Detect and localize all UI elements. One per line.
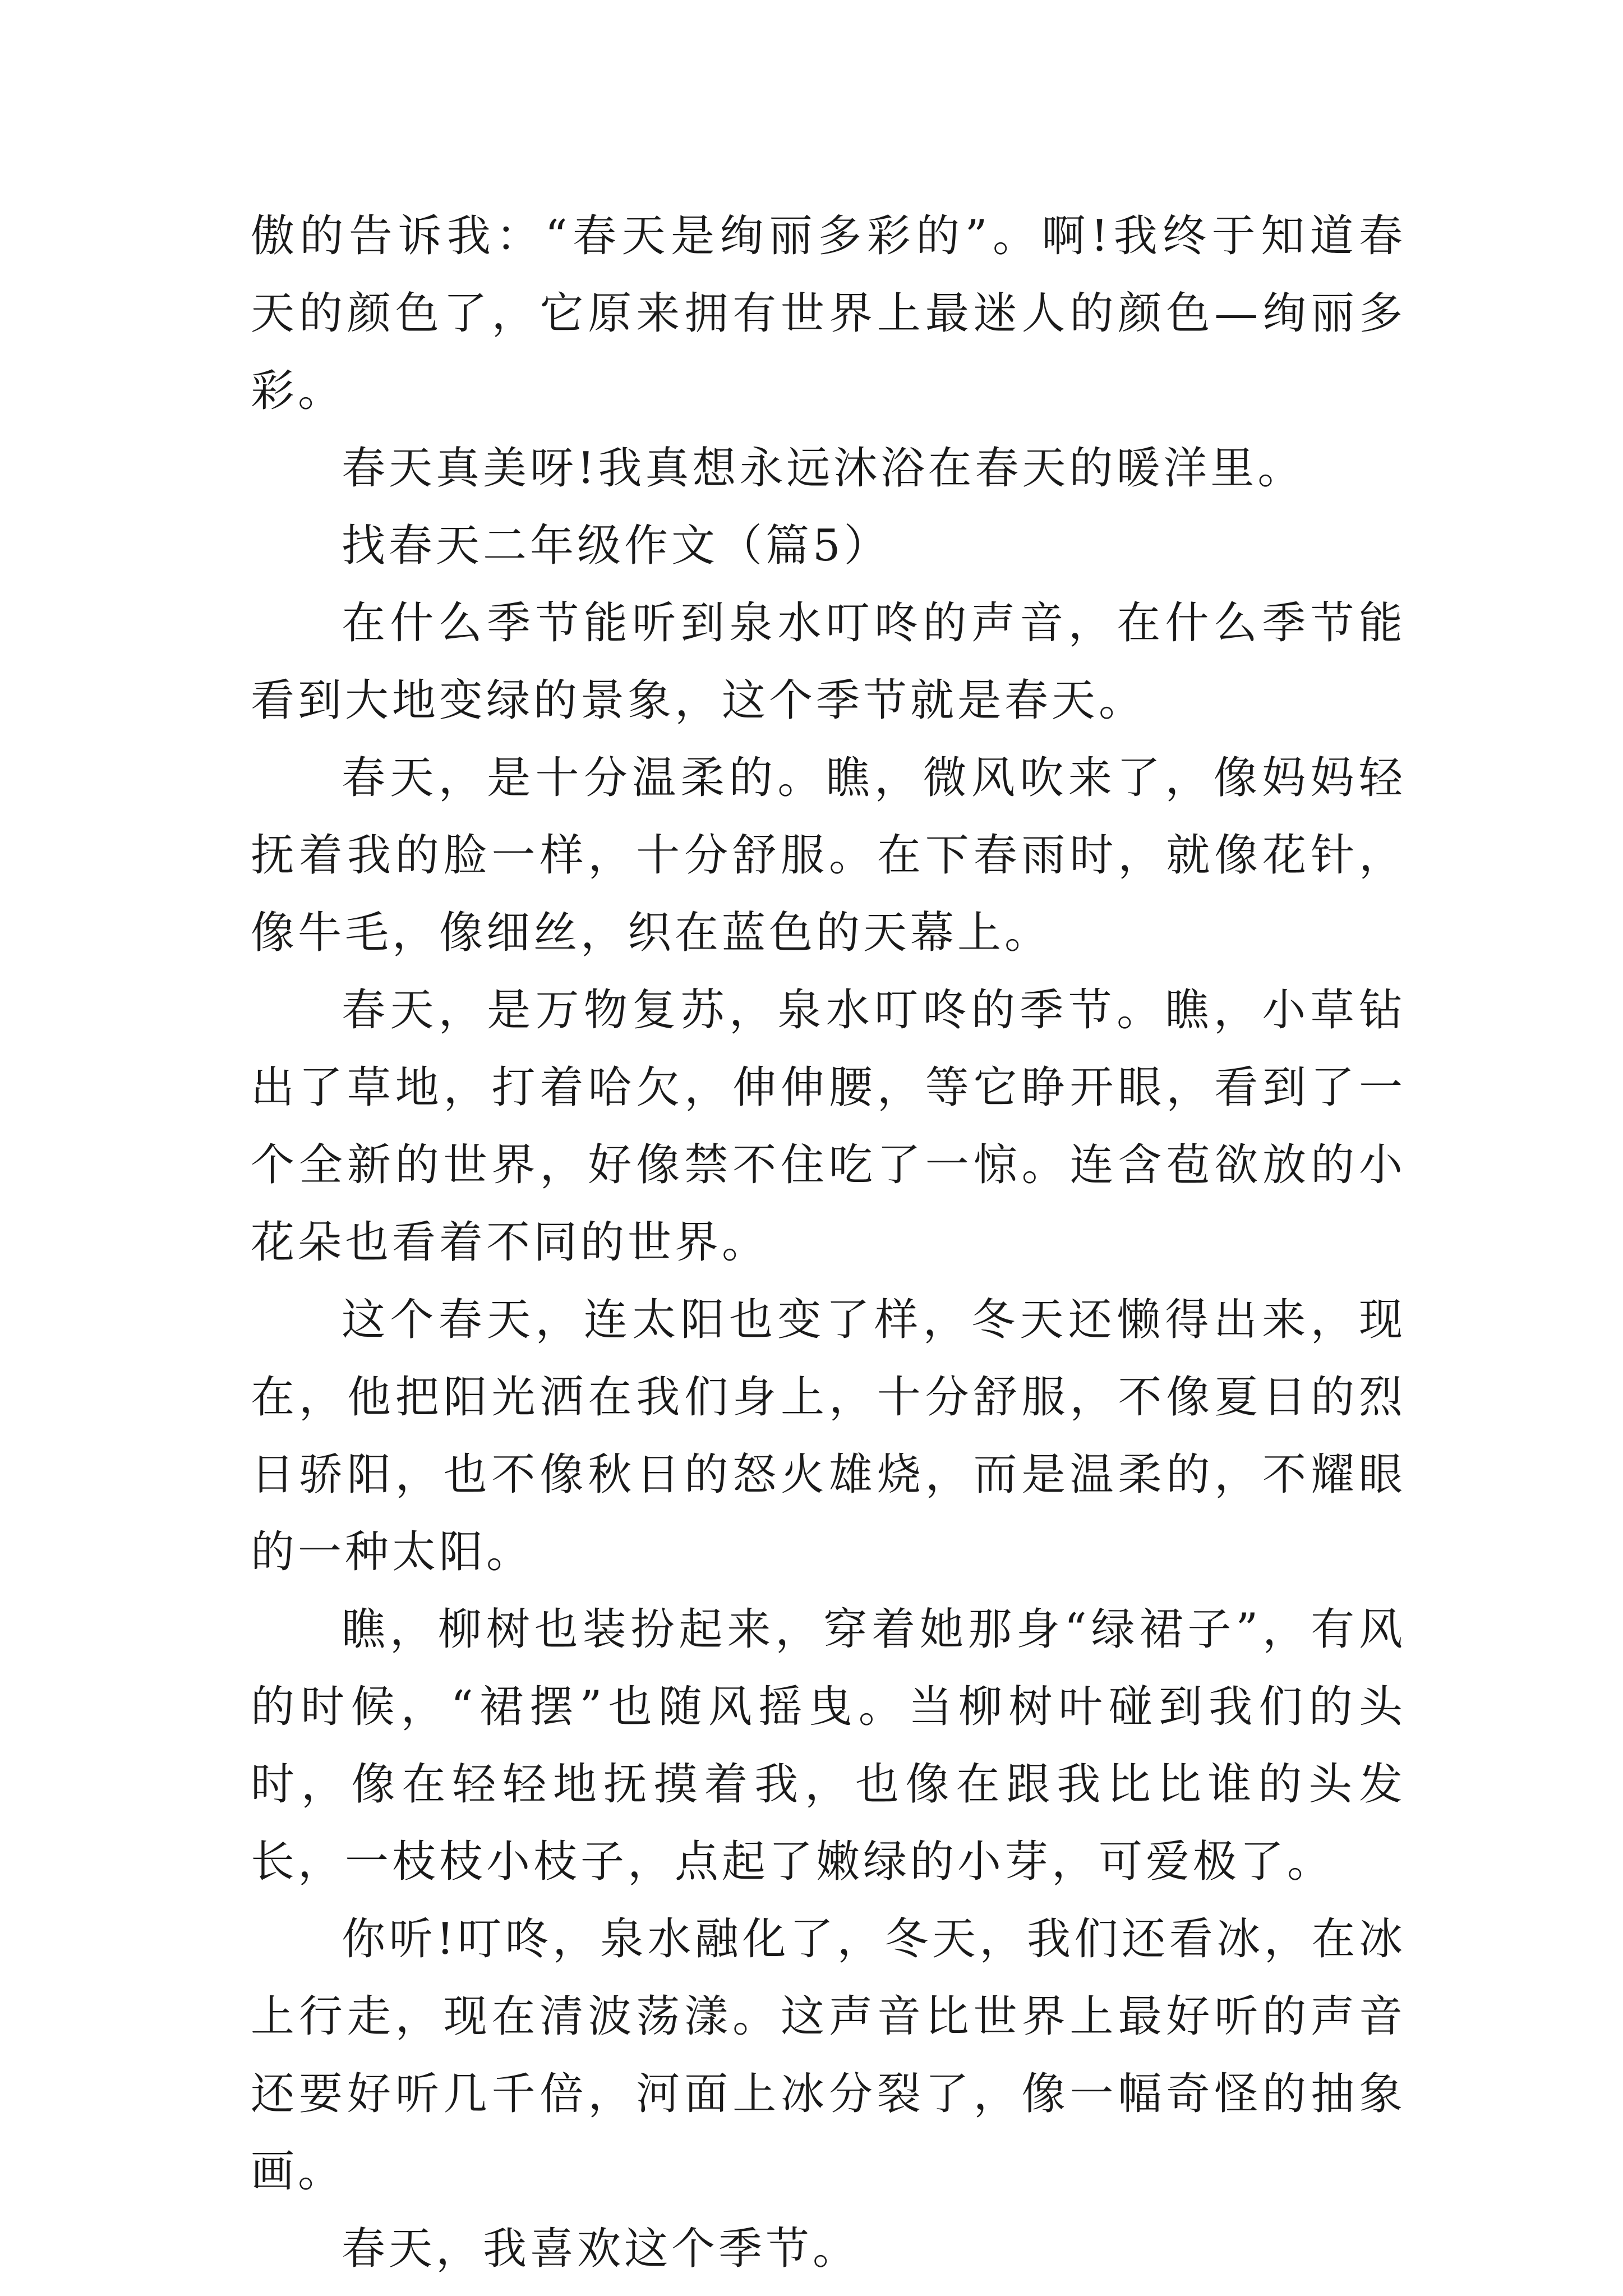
paragraph-4: 春天，是十分温柔的。瞧，微风吹来了，像妈妈轻抚着我的脸一样，十分舒服。在下春雨时，就像花针，像牛毛，像细丝，织在蓝色的天幕上。 <box>251 753 1406 958</box>
section-heading: 找春天二年级作文（篇5） <box>342 521 891 571</box>
paragraph-1: 傲的告诉我：“春天是绚丽多彩的”。啊!我终于知道春天的颜色了，它原来拥有世界上最迷人的颜色—绚丽多彩。 <box>251 211 1406 416</box>
paragraph-2: 春天真美呀!我真想永远沐浴在春天的暖洋里。 <box>342 443 1305 494</box>
paragraph-9: 春天，我喜欢这个季节。 <box>342 2224 860 2274</box>
paragraph-8: 你听!叮咚，泉水融化了，冬天，我们还看冰，在冰上行走，现在清波荡漾。这声音比世界上最好听的声音还要好听几千倍，河面上冰分裂了，像一幅奇怪的抽象画。 <box>251 1914 1406 2197</box>
document-body <box>251 197 1406 2288</box>
paragraph-6: 这个春天，连太阳也变了样，冬天还懒得出来，现在，他把阳光洒在我们身上，十分舒服，不像夏日的烈日骄阳，也不像秋日的怒火雄烧，而是温柔的，不耀眼的一种太阳。 <box>251 1295 1406 1577</box>
paragraph-7: 瞧，柳树也装扮起来，穿着她那身“绿裙子”，有风的时候，“裙摆”也随风摇曳。当柳树叶碰到我们的头时，像在轻轻地抚摸着我，也像在跟我比比谁的头发长，一枝枝小枝子，点起了嫩绿的小芽，可爱极了。 <box>251 1604 1406 1887</box>
paragraph-5: 春天，是万物复苏，泉水叮咚的季节。瞧，小草钻出了草地，打着哈欠，伸伸腰，等它睁开眼，看到了一个全新的世界，好像禁不住吃了一惊。连含苞欲放的小花朵也看着不同的世界。 <box>251 985 1406 1268</box>
paragraph-3: 在什么季节能听到泉水叮咚的声音，在什么季节能看到大地变绿的景象，这个季节就是春天。 <box>251 598 1406 726</box>
